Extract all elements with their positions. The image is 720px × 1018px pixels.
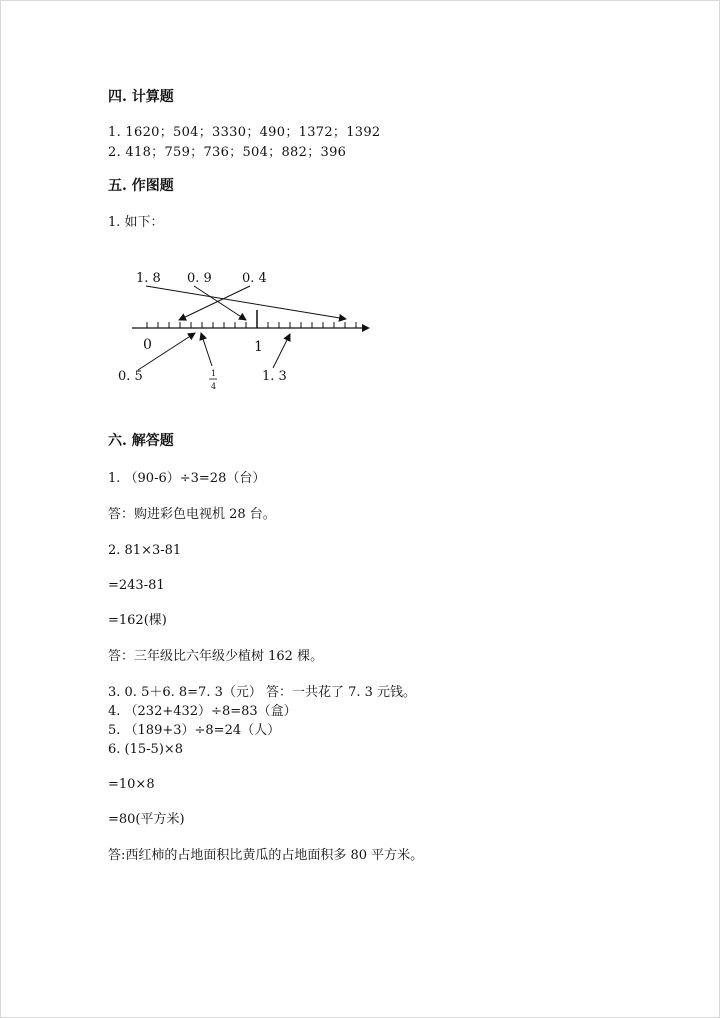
- q6-calculation-1: 6. (15-5)×8: [108, 742, 184, 757]
- q2-calculation-3: =162(棵): [108, 613, 167, 628]
- section4-heading: 四. 计算题: [108, 89, 174, 105]
- q6-calculation-3: =80(平方米): [108, 812, 185, 827]
- section5-answer-1: 1. 如下：: [108, 215, 164, 230]
- label-zero: 0: [143, 337, 152, 353]
- q2-answer: 答：三年级比六年级少植树 162 棵。: [108, 649, 324, 664]
- q2-calculation-1: 2. 81×3-81: [108, 543, 182, 558]
- label-0-9: 0. 9: [187, 271, 212, 286]
- q5-answer: 5. （189+3）÷8=24（人）: [108, 723, 281, 738]
- label-one: 1: [254, 339, 263, 355]
- q6-answer: 答:西红柿的占地面积比黄瓜的占地面积多 80 平方米。: [108, 848, 424, 863]
- q1-answer: 答：购进彩色电视机 28 台。: [108, 507, 276, 522]
- q3-answer: 3. 0. 5＋6. 8=7. 3（元） 答：一共花了 7. 3 元钱。: [108, 685, 417, 700]
- label-quarter-denominator: 4: [211, 382, 217, 391]
- section6-heading: 六. 解答题: [108, 433, 174, 449]
- q2-calculation-2: =243-81: [108, 578, 165, 593]
- label-1-3: 1. 3: [262, 369, 287, 384]
- section5-heading: 五. 作图题: [108, 178, 174, 194]
- arrow-0-4: [179, 286, 250, 320]
- arrow-1-3: [273, 334, 290, 368]
- arrow-quarter: [201, 333, 212, 366]
- label-quarter-numerator: 1: [211, 369, 217, 378]
- arrow-1-8: [146, 286, 346, 319]
- q6-calculation-2: =10×8: [108, 777, 155, 792]
- label-1-8: 1. 8: [136, 271, 161, 286]
- q4-answer: 4. （232+432）÷8=83（盒）: [108, 704, 297, 719]
- q1-calculation: 1. （90-6）÷3=28（台）: [108, 471, 266, 486]
- axis-ticks: [147, 322, 356, 328]
- section4-answer-1: 1. 1620；504；3330；490；1372；1392: [108, 125, 381, 140]
- label-0-4: 0. 4: [242, 271, 267, 286]
- number-line-figure: [110, 262, 380, 402]
- section4-answer-2: 2. 418；759；736；504；882；396: [108, 145, 347, 160]
- label-0-5: 0. 5: [118, 369, 143, 384]
- axis-arrowhead: [362, 324, 370, 332]
